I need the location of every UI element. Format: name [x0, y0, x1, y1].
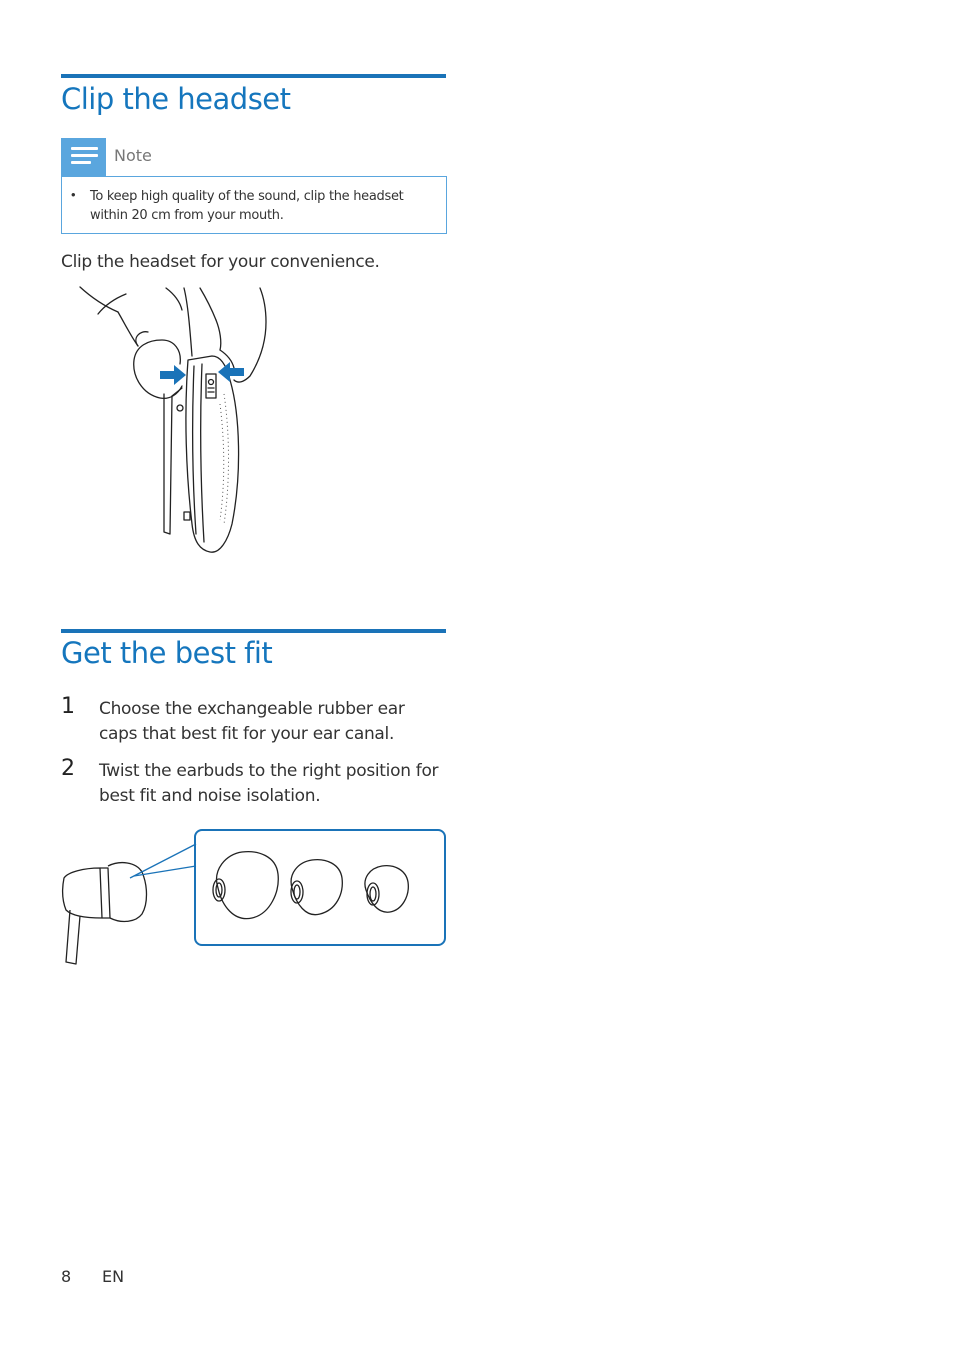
- page-number: 8: [61, 1267, 72, 1286]
- step-text: Twist the earbuds to the right position for best fit and noise isolation.: [99, 761, 439, 806]
- step-number: 1: [61, 694, 75, 719]
- ear-caps-illustration: [56, 826, 448, 968]
- body-text: Clip the headset for your convenience.: [61, 252, 380, 272]
- arrow-left-icon: [218, 362, 244, 382]
- bullet-icon: •: [71, 187, 76, 202]
- note-lines-icon: [61, 138, 106, 176]
- note-item: To keep high quality of the sound, clip the headset within 20 cm from your mouth.: [90, 189, 404, 223]
- headset-clip-illustration: [70, 284, 280, 559]
- section-rule: [61, 74, 446, 78]
- step-number: 2: [61, 756, 75, 781]
- language-label: EN: [102, 1267, 125, 1286]
- ear-caps-callout: [195, 830, 445, 945]
- arrow-right-icon: [160, 365, 186, 385]
- ear-cap-large-icon: [217, 852, 279, 919]
- earbud-icon: [63, 868, 102, 918]
- section-rule: [61, 629, 446, 633]
- step-text: Choose the exchangeable rubber ear caps that best fit for your ear canal.: [99, 699, 405, 744]
- note-label: Note: [114, 146, 152, 165]
- section-title-fit: Get the best fit: [61, 636, 273, 670]
- note-box: [61, 176, 447, 234]
- section-title-clip: Clip the headset: [61, 82, 291, 116]
